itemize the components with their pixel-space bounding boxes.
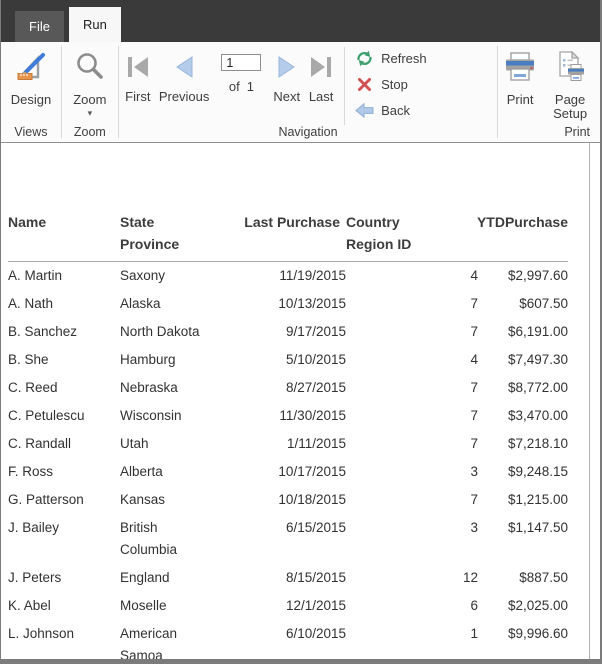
report-table	[8, 211, 568, 659]
table-cell: Alaska	[120, 296, 161, 311]
ribbon-tab-bar	[1, 0, 600, 42]
table-row	[8, 346, 568, 374]
report-table-body	[8, 262, 568, 660]
table-row	[8, 430, 568, 458]
table-cell: 5/10/2015	[285, 352, 346, 367]
column-header-state-province: State Province	[120, 211, 222, 262]
table-cell: 7	[470, 492, 478, 507]
table-cell: Wisconsin	[120, 408, 182, 423]
column-header-ytd-purchase: YTDPurchase	[480, 211, 568, 262]
table-cell: $1,215.00	[507, 492, 568, 507]
ribbon	[1, 42, 600, 143]
zoom-group-label: Zoom	[73, 125, 106, 139]
table-row	[8, 592, 568, 620]
table-cell: 7	[470, 436, 478, 451]
column-header-last-purchase: Last Purchase	[222, 211, 346, 262]
tab-run[interactable]: Run	[69, 7, 121, 42]
table-row	[8, 620, 568, 659]
ribbon-group-print	[498, 42, 600, 142]
table-cell: $9,248.15	[507, 464, 568, 479]
table-cell: 8/27/2015	[285, 380, 346, 395]
last-page-label: Last	[308, 89, 334, 104]
last-page-icon	[308, 55, 334, 79]
first-page-label: First	[125, 89, 151, 104]
table-cell: 4	[470, 352, 478, 367]
table-cell: $887.50	[519, 570, 568, 585]
table-cell: 6	[470, 598, 478, 613]
table-cell: $7,497.30	[507, 352, 568, 367]
table-cell: American Samoa	[120, 626, 178, 659]
table-cell: J. Bailey	[8, 520, 60, 535]
ribbon-group-navigation	[119, 42, 497, 142]
print-group-label: Print	[564, 125, 591, 139]
table-cell: Hamburg	[120, 352, 176, 367]
table-row	[8, 262, 568, 291]
stop-button[interactable]	[355, 76, 427, 93]
table-cell: C. Reed	[8, 380, 58, 395]
table-cell: $7,218.10	[507, 436, 568, 451]
table-cell: $2,997.60	[507, 268, 568, 283]
table-row	[8, 514, 568, 564]
column-header-name: Name	[8, 211, 120, 262]
table-cell: A. Martin	[8, 268, 63, 283]
table-cell: 6/10/2015	[285, 626, 346, 641]
table-row	[8, 318, 568, 346]
table-row	[8, 290, 568, 318]
table-cell: L. Johnson	[8, 626, 75, 641]
print-button-label: Print	[506, 92, 534, 107]
table-cell: Utah	[120, 436, 149, 451]
views-group-label: Views	[14, 125, 48, 139]
printer-icon	[503, 51, 537, 88]
table-cell: F. Ross	[8, 464, 54, 479]
table-cell: 6/15/2015	[285, 520, 346, 535]
table-cell: $607.50	[519, 296, 568, 311]
page-setup-icon	[554, 51, 586, 88]
table-cell: 7	[470, 380, 478, 395]
back-button[interactable]	[355, 102, 427, 119]
table-cell: Saxony	[120, 268, 166, 283]
previous-page-icon	[173, 55, 195, 79]
table-cell: B. She	[8, 352, 49, 367]
navigation-group-label: Navigation	[278, 125, 338, 139]
table-cell: $2,025.00	[507, 598, 568, 613]
table-cell: 12/1/2015	[285, 598, 346, 613]
report-canvas	[1, 143, 600, 659]
table-cell: 11/19/2015	[279, 268, 346, 283]
report-body	[1, 143, 600, 659]
table-cell: 1/11/2015	[286, 436, 346, 451]
table-cell: Alberta	[120, 464, 163, 479]
zoom-dropdown-icon[interactable]: ▾	[87, 108, 93, 118]
table-cell: 11/30/2015	[279, 408, 346, 423]
table-cell: 9/17/2015	[285, 324, 346, 339]
table-cell: British Columbia	[120, 520, 178, 557]
back-label: Back	[381, 103, 411, 118]
ribbon-separator	[344, 47, 345, 125]
table-row	[8, 458, 568, 486]
table-row	[8, 374, 568, 402]
table-cell: 10/18/2015	[278, 492, 346, 507]
report-page-edge	[589, 143, 590, 659]
page-setup-button-label: Page Setup	[553, 92, 588, 121]
page-number-input[interactable]	[221, 54, 261, 71]
table-cell: Kansas	[120, 492, 166, 507]
table-cell: 4	[470, 268, 478, 283]
table-cell: 10/17/2015	[278, 464, 346, 479]
first-page-icon	[125, 55, 151, 79]
page-of-label: of	[228, 79, 240, 94]
zoom-magnifier-icon	[74, 51, 106, 88]
table-cell: $1,147.50	[507, 520, 568, 535]
previous-page-label: Previous	[158, 89, 210, 104]
table-cell: J. Peters	[8, 570, 62, 585]
table-cell: Nebraska	[120, 380, 178, 395]
stop-icon	[355, 77, 374, 92]
table-cell: C. Petulescu	[8, 408, 85, 423]
table-cell: G. Patterson	[8, 492, 84, 507]
design-button-label: Design	[10, 92, 52, 107]
table-cell: $3,470.00	[507, 408, 568, 423]
table-cell: K. Abel	[8, 598, 51, 613]
table-cell: 10/13/2015	[278, 296, 346, 311]
design-icon	[15, 51, 47, 88]
table-cell: 7	[470, 324, 478, 339]
table-cell: C. Randall	[8, 436, 72, 451]
table-cell: $9,996.60	[507, 626, 568, 641]
report-table-header	[8, 211, 568, 262]
zoom-button-label: Zoom	[73, 92, 107, 107]
stop-label: Stop	[381, 77, 408, 92]
refresh-label: Refresh	[381, 51, 427, 66]
page-of-row	[229, 79, 254, 94]
table-cell: Moselle	[120, 598, 167, 613]
tab-file[interactable]: File	[15, 11, 64, 42]
table-cell: 1	[470, 626, 478, 641]
table-row	[8, 564, 568, 592]
table-cell: 3	[470, 520, 478, 535]
table-row	[8, 486, 568, 514]
next-page-label: Next	[273, 89, 301, 104]
table-cell: A. Nath	[8, 296, 54, 311]
table-cell: B. Sanchez	[8, 324, 78, 339]
ribbon-group-zoom	[62, 42, 118, 142]
page-total-label: 1	[246, 79, 254, 94]
refresh-button[interactable]	[355, 50, 427, 67]
back-icon	[355, 103, 374, 118]
table-cell: 12	[462, 570, 478, 585]
table-row	[8, 402, 568, 430]
table-cell: 7	[470, 408, 478, 423]
table-cell: 3	[470, 464, 478, 479]
table-cell: 8/15/2015	[285, 570, 346, 585]
column-header-country-region-id: Country Region ID	[346, 211, 480, 262]
table-cell: England	[120, 570, 170, 585]
refresh-icon	[355, 50, 374, 67]
table-cell: North Dakota	[120, 324, 200, 339]
table-cell: $6,191.00	[507, 324, 568, 339]
table-cell: 7	[470, 296, 478, 311]
ribbon-group-views	[1, 42, 61, 142]
next-page-icon	[276, 55, 298, 79]
table-cell: $8,772.00	[507, 380, 568, 395]
